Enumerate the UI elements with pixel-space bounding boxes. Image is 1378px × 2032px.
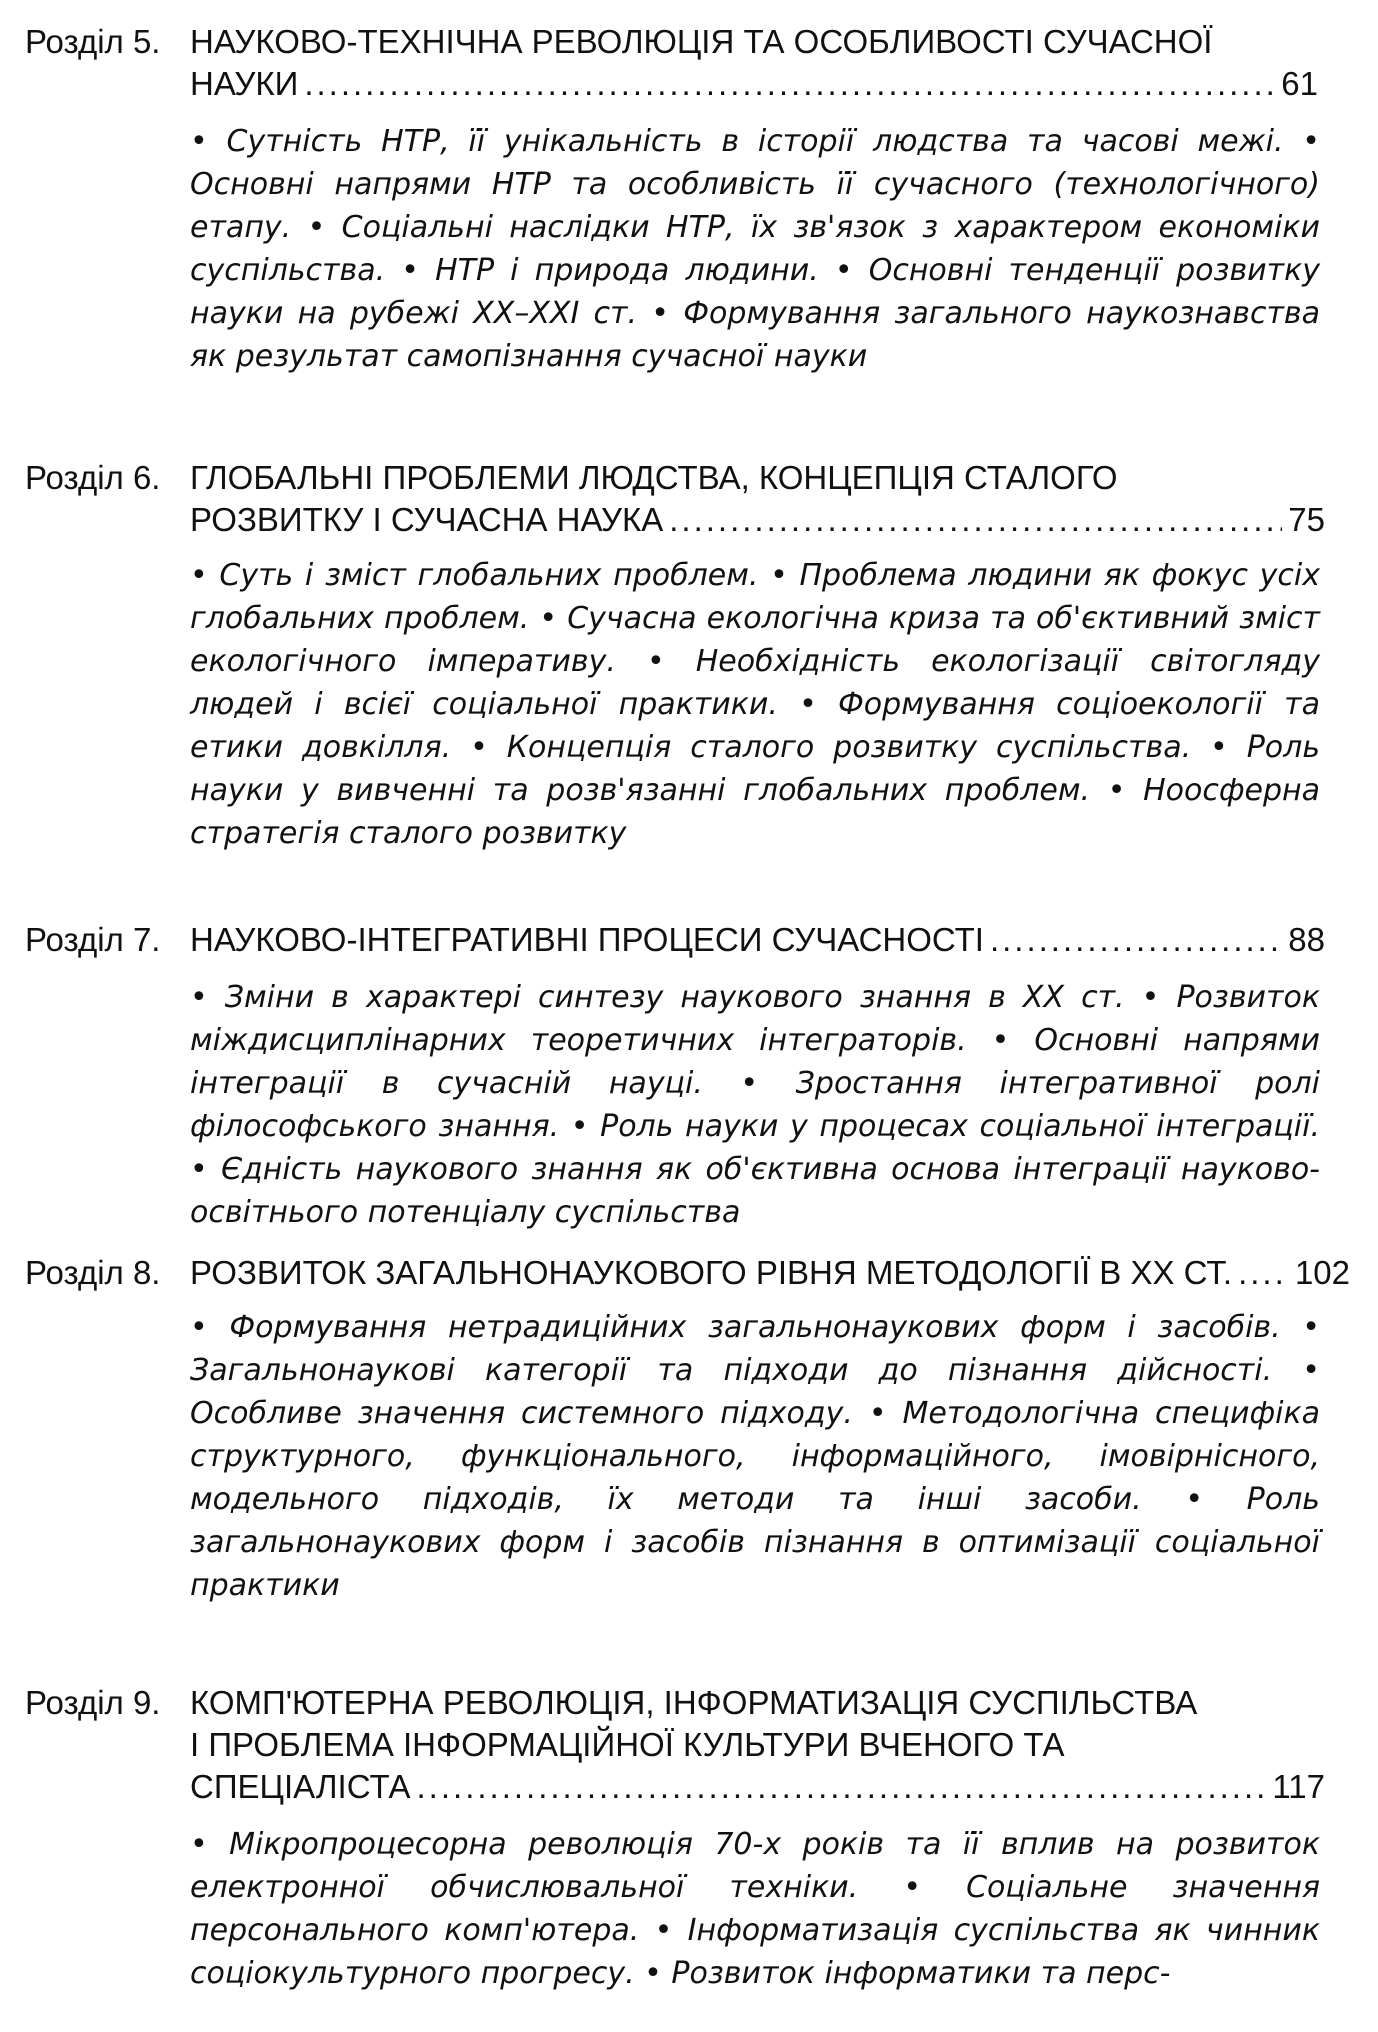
toc-entry-row[interactable] — [190, 920, 1325, 960]
toc-entry-row[interactable] — [190, 500, 1325, 540]
section-number: Розділ 6. — [25, 459, 161, 496]
page-number: 117 — [1272, 1768, 1325, 1805]
dot-leader — [417, 1767, 1267, 1807]
section-title-line: КОМП'ЮТЕРНА РЕВОЛЮЦІЯ, ІНФОРМАТИЗАЦІЯ СУСПІЛЬСТВА — [190, 1684, 1198, 1721]
dot-leader — [304, 64, 1275, 104]
toc-entry-row[interactable] — [190, 1253, 1350, 1293]
section-number: Розділ 8. — [25, 1254, 161, 1291]
section-summary: • Мікропроцесорна революція 70-х років та її вплив на розвиток електронної обчислювальної техніки. • Соціальне значення персонального комп'ютера. • Інформатизація суспільства як чинник соціокультурного прогресу. • Розвиток інформатики та перс- — [190, 1827, 1320, 1991]
section-title-line: НАУКИ — [190, 65, 299, 102]
section-title-line: СПЕЦІАЛІСТА — [190, 1768, 411, 1805]
section-title-line: РОЗВИТОК ЗАГАЛЬНОНАУКОВОГО РІВНЯ МЕТОДОЛОГІЇ В XX СТ. — [190, 1254, 1233, 1291]
page-number: 61 — [1281, 65, 1318, 102]
toc-entry-row[interactable] — [190, 1767, 1325, 1807]
toc-entry-row[interactable] — [190, 64, 1318, 104]
dot-leader — [1238, 1253, 1289, 1293]
dot-leader — [669, 500, 1282, 540]
section-summary: • Зміни в характері синтезу наукового знання в XX ст. • Розвиток міждисциплінарних теоретичних інтеграторів. • Основні напрями інтеграції в сучасній науці. • Зростання інтегративної ролі філософського знання. • Роль науки у процесах соціальної інтеграції. • Єдність наукового знання як об'єктивна основа інтеграції науково-освітнього потенціалу суспільства — [190, 980, 1320, 1230]
section-number: Розділ 7. — [25, 921, 161, 958]
section-title-line: РОЗВИТКУ І СУЧАСНА НАУКА — [190, 501, 664, 538]
section-summary: • Суть і зміст глобальних проблем. • Проблема людини як фокус усіх глобальних проблем. • Сучасна екологічна криза та об'єктивний зміст екологічного імперативу. • Необхідність екологізації світогляду людей і всієї соціальної практики. • Формування соціоекології та етики довкілля. • Концепція сталого розвитку суспільства. • Роль науки у вивченні та розв'язанні глобальних проблем. • Ноосферна стратегія сталого розвитку — [190, 558, 1320, 851]
page-number: 88 — [1288, 921, 1325, 958]
section-summary: • Формування нетрадиційних загальнонаукових форм і засобів. • Загальнонаукові категорії та підходи до пізнання дійсності. • Особливе значення системного підходу. • Методологічна специфіка структурного, функціонального, інформаційного, імовірнісного, модельного підходів, їх методи та інші засоби. • Роль загальнонаукових форм і засобів пізнання в оптимізації соціальної практики — [190, 1310, 1320, 1603]
page-number: 102 — [1294, 1254, 1350, 1291]
section-title-line: І ПРОБЛЕМА ІНФОРМАЦІЙНОЇ КУЛЬТУРИ ВЧЕНОГО ТА — [190, 1726, 1065, 1763]
section-title-line: ГЛОБАЛЬНІ ПРОБЛЕМИ ЛЮДСТВА, КОНЦЕПЦІЯ СТАЛОГО — [190, 459, 1118, 496]
page-number: 75 — [1288, 501, 1325, 538]
section-title-line: НАУКОВО-ТЕХНІЧНА РЕВОЛЮЦІЯ ТА ОСОБЛИВОСТІ СУЧАСНОЇ — [190, 23, 1213, 60]
section-number: Розділ 9. — [25, 1684, 161, 1721]
section-title-line: НАУКОВО-ІНТЕГРАТИВНІ ПРОЦЕСИ СУЧАСНОСТІ — [190, 921, 984, 958]
dot-leader — [990, 920, 1282, 960]
section-number: Розділ 5. — [25, 23, 161, 60]
section-summary: • Сутність НТР, її унікальність в історії людства та часові межі. • Основні напрями НТР та особливість її сучасного (технологічного) етапу. • Соціальні наслідки НТР, їх зв'язок з характером економіки суспільства. • НТР і природа людини. • Основні тенденції розвитку науки на рубежі XX–XXI ст. • Формування загального наукознавства як результат самопізнання сучасної науки — [190, 124, 1320, 374]
